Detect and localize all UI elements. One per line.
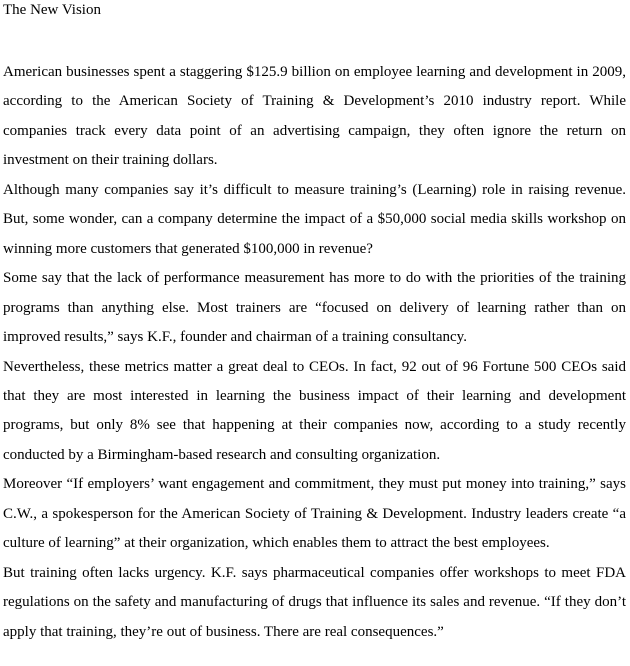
- paragraph-urgency: But training often lacks urgency. K.F. says pharmaceutical companies offer workshops to meet FDA regulations on the safety and manufacturing of drugs that influence its sales and revenue. “If they don’t apply that training, they’re out of business. There are real consequences.”: [3, 564, 626, 640]
- paragraph-measurement: Although many companies say it’s difficult to measure training’s (Learning) role in raising revenue. But, some wonder, can a company determine the impact of a $50,000 social media skills workshop on winning more customers that generated $100,000 in revenue?: [3, 181, 626, 257]
- paragraph-ceo-metrics: Nevertheless, these metrics matter a great deal to CEOs. In fact, 92 out of 96 Fortune 500 CEOs said that they are most interested in learning the business impact of their learning and development programs, but only 8% see that happening at their companies now, according to a study recently conducted by a Birmingham-based research and consulting organization.: [3, 358, 626, 463]
- document-body: [3, 0, 626, 647]
- paragraph-spending: American businesses spent a staggering $125.9 billion on employee learning and development in 2009, according to the American Society of Training & Development’s 2010 industry report. While companies track every data point of an advertising campaign, they often ignore the return on investment on their training dollars.: [3, 64, 626, 169]
- document-title: The New Vision: [3, 2, 101, 18]
- paragraph-engagement: Moreover “If employers’ want engagement and commitment, they must put money into training,” says C.W., a spokesperson for the American Society of Training & Development. Industry leaders create “a culture of learning” at their organization, which enables them to attract the best employees.: [3, 476, 626, 552]
- paragraph-priorities: Some say that the lack of performance measurement has more to do with the priorities of the training programs than anything else. Most trainers are “focused on delivery of learning rather than on improved results,” says K.F., founder and chairman of a training consultancy.: [3, 270, 626, 346]
